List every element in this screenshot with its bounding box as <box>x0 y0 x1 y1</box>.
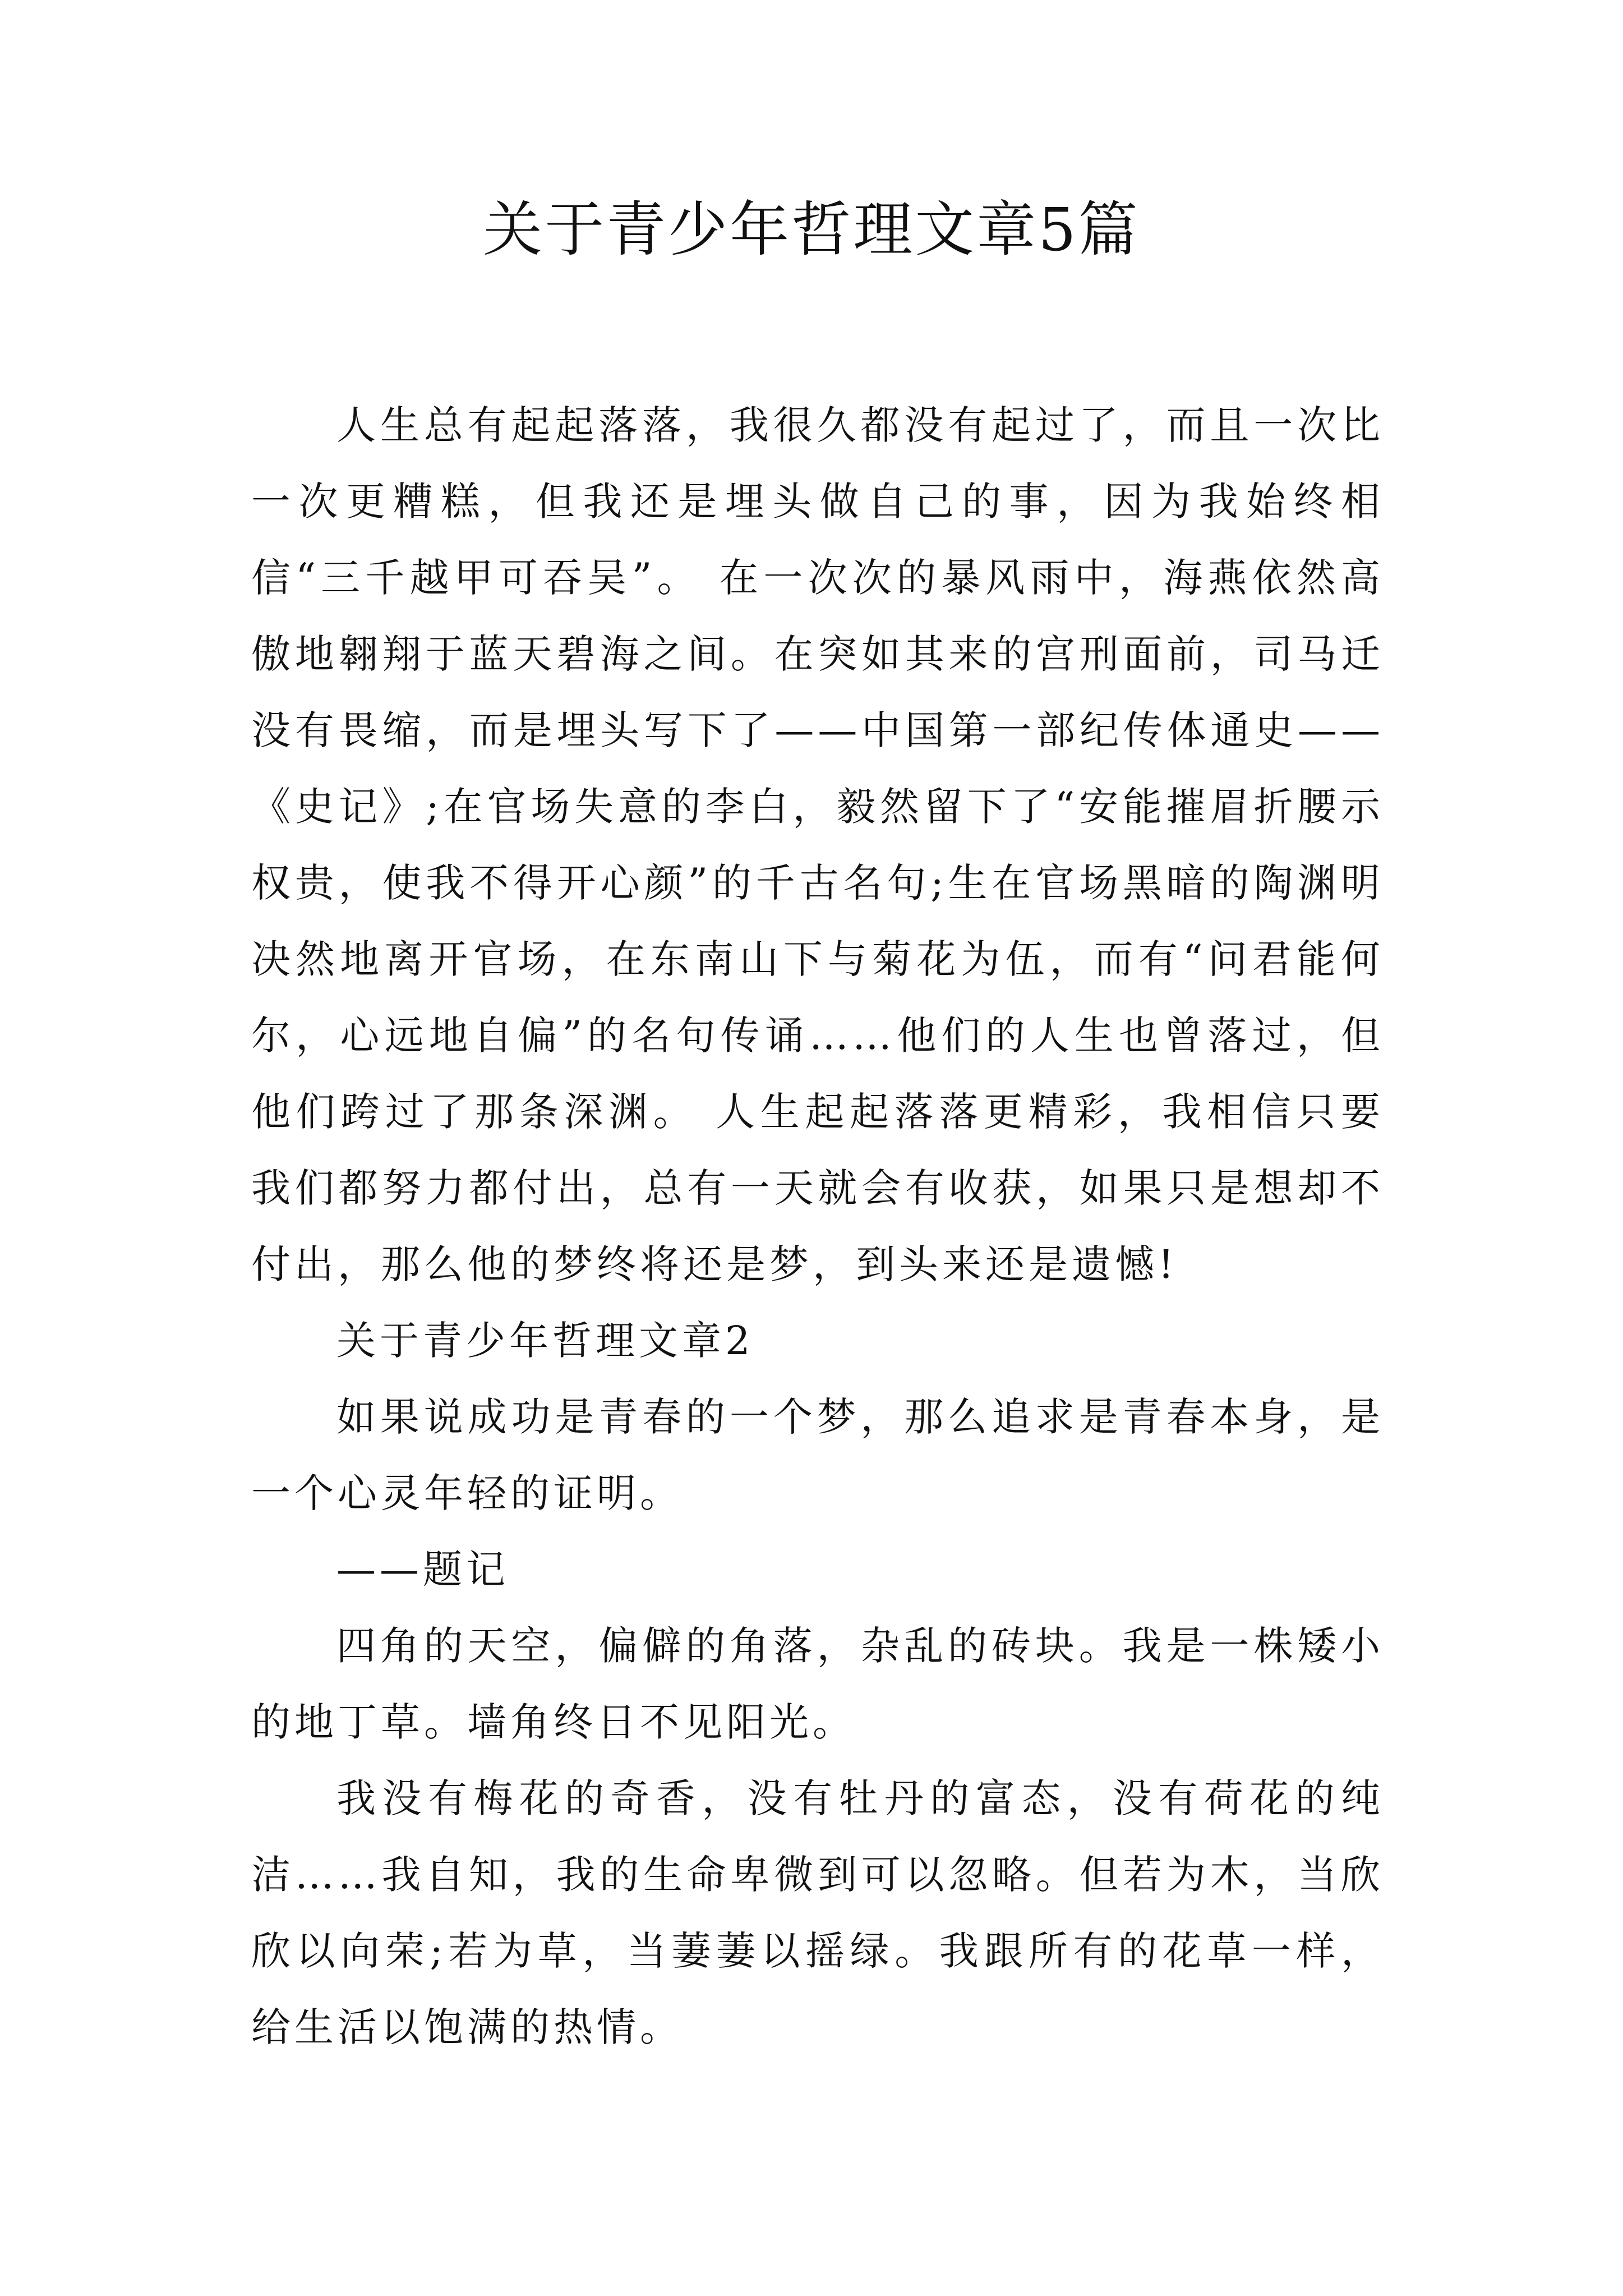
document-title: 关于青少年哲理文章5篇 <box>483 195 1140 264</box>
paragraph-1: 人生总有起起落落，我很久都没有起过了，而且一次比一次更糟糕，但我还是埋头做自己的事，因为我始终相信“三千越甲可吞吴”。 在一次次的暴风雨中，海燕依然高傲地翱翔于蓝天碧海之间。在突如其来的宫刑面前，司马迁没有畏缩，而是埋头写下了——中国第一部纪传体通史——《史记》;在官场失意的李白，毅然留下了“安能摧眉折腰示权贵，使我不得开心颜”的千古名句;生在官场黑暗的陶渊明决然地离开官场，在东南山下与菊花为伍，而有“问君能何尔，心远地自偏”的名句传诵……他们的人生也曾落过，但他们跨过了那条深渊。 人生起起落落更精彩，我相信只要我们都努力都付出，总有一天就会有收获，如果只是想却不付出，那么他的梦终将还是梦，到头来还是遗憾! <box>251 402 1384 1287</box>
section-heading-2: 关于青少年哲理文章2 <box>336 1318 754 1364</box>
paragraph-4: 我没有梅花的奇香，没有牡丹的富态，没有荷花的纯洁……我自知，我的生命卑微到可以忽略。但若为木，当欣欣以向荣;若为草，当萋萋以摇绿。我跟所有的花草一样，给生活以饱满的热情。 <box>251 1775 1384 2050</box>
document-body <box>251 387 1384 2065</box>
epigraph-attribution: ——题记 <box>336 1547 509 1593</box>
paragraph-3: 四角的天空，偏僻的角落，杂乱的砖块。我是一株矮小的地丁草。墙角终日不见阳光。 <box>251 1623 1384 1745</box>
paragraph-2: 如果说成功是青春的一个梦，那么追求是青春本身，是一个心灵年轻的证明。 <box>251 1394 1384 1516</box>
